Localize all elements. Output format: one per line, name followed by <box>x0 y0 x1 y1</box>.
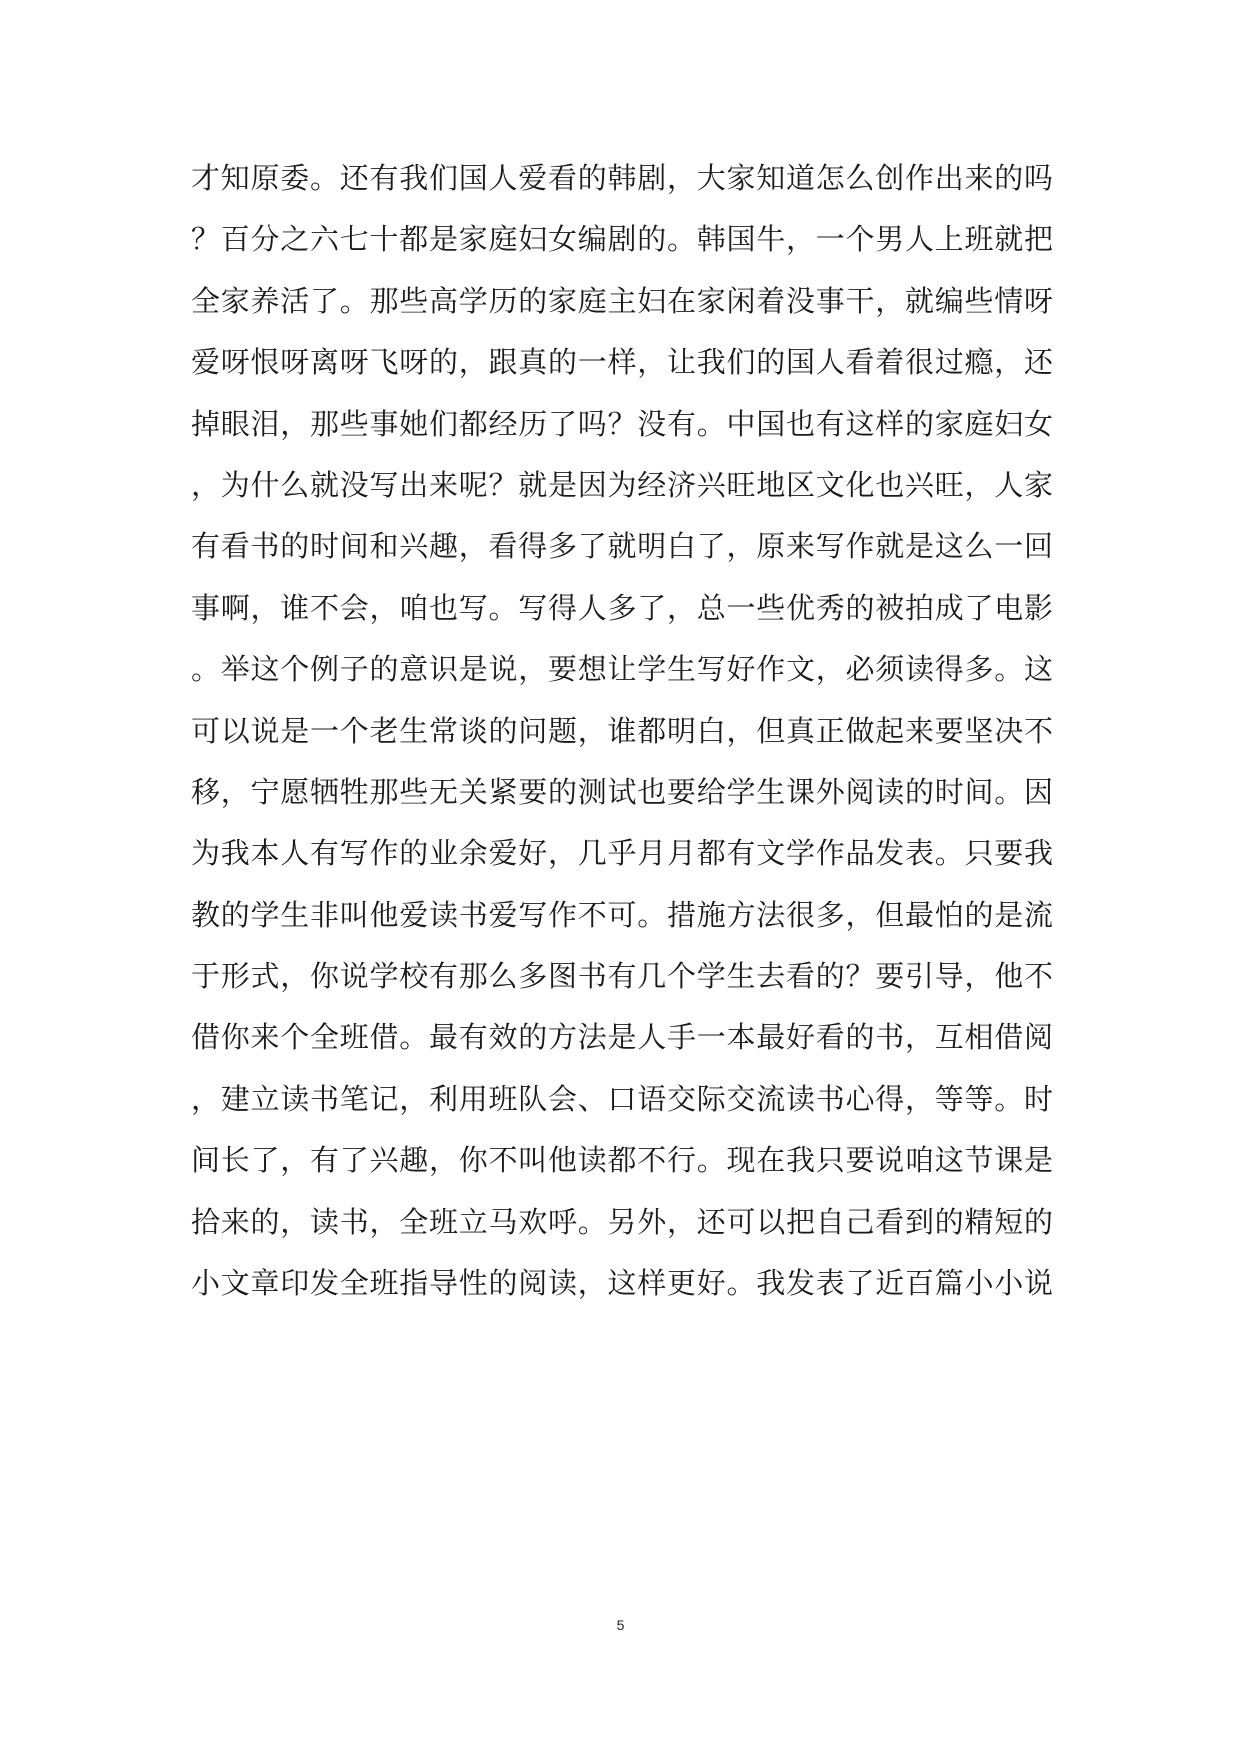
text-line: 于形式，你说学校有那么多图书有几个学生去看的？要引导，他不 <box>191 959 1053 994</box>
body-text <box>191 148 1053 1314</box>
text-line: 小文章印发全班指导性的阅读，这样更好。我发表了近百篇小小说 <box>191 1266 1053 1301</box>
text-line: 移，宁愿牺牲那些无关紧要的测试也要给学生课外阅读的时间。因 <box>191 774 1053 809</box>
text-line: 可以说是一个老生常谈的问题，谁都明白，但真正做起来要坚决不 <box>191 713 1053 748</box>
text-line: 。举这个例子的意识是说，要想让学生写好作文，必须读得多。这 <box>191 652 1053 687</box>
text-line: 事啊，谁不会，咱也写。写得人多了，总一些优秀的被拍成了电影 <box>191 590 1053 625</box>
text-line: 教的学生非叫他爱读书爱写作不可。措施方法很多，但最怕的是流 <box>191 897 1053 932</box>
text-line: 掉眼泪，那些事她们都经历了吗？没有。中国也有这样的家庭妇女 <box>191 406 1053 441</box>
text-line: 间长了，有了兴趣，你不叫他读都不行。现在我只要说咱这节课是 <box>191 1143 1053 1178</box>
text-line: 为我本人有写作的业余爱好，几乎月月都有文学作品发表。只要我 <box>191 836 1053 871</box>
text-line: ？百分之六七十都是家庭妇女编剧的。韩国牛，一个男人上班就把 <box>191 222 1053 257</box>
text-line: 全家养活了。那些高学历的家庭主妇在家闲着没事干，就编些情呀 <box>191 283 1053 318</box>
text-line: ，为什么就没写出来呢？就是因为经济兴旺地区文化也兴旺，人家 <box>191 467 1053 502</box>
text-line: 借你来个全班借。最有效的方法是人手一本最好看的书，互相借阅 <box>191 1020 1053 1055</box>
text-line: 爱呀恨呀离呀飞呀的，跟真的一样，让我们的国人看着很过瘾，还 <box>191 345 1053 380</box>
text-line: 拾来的，读书，全班立马欢呼。另外，还可以把自己看到的精短的 <box>191 1204 1053 1239</box>
text-line: 有看书的时间和兴趣，看得多了就明白了，原来写作就是这么一回 <box>191 529 1053 564</box>
page-number: 5 <box>616 1617 625 1633</box>
text-line: ，建立读书笔记，利用班队会、口语交际交流读书心得，等等。时 <box>191 1081 1053 1116</box>
text-line: 才知原委。还有我们国人爱看的韩剧，大家知道怎么创作出来的吗 <box>191 161 1053 195</box>
